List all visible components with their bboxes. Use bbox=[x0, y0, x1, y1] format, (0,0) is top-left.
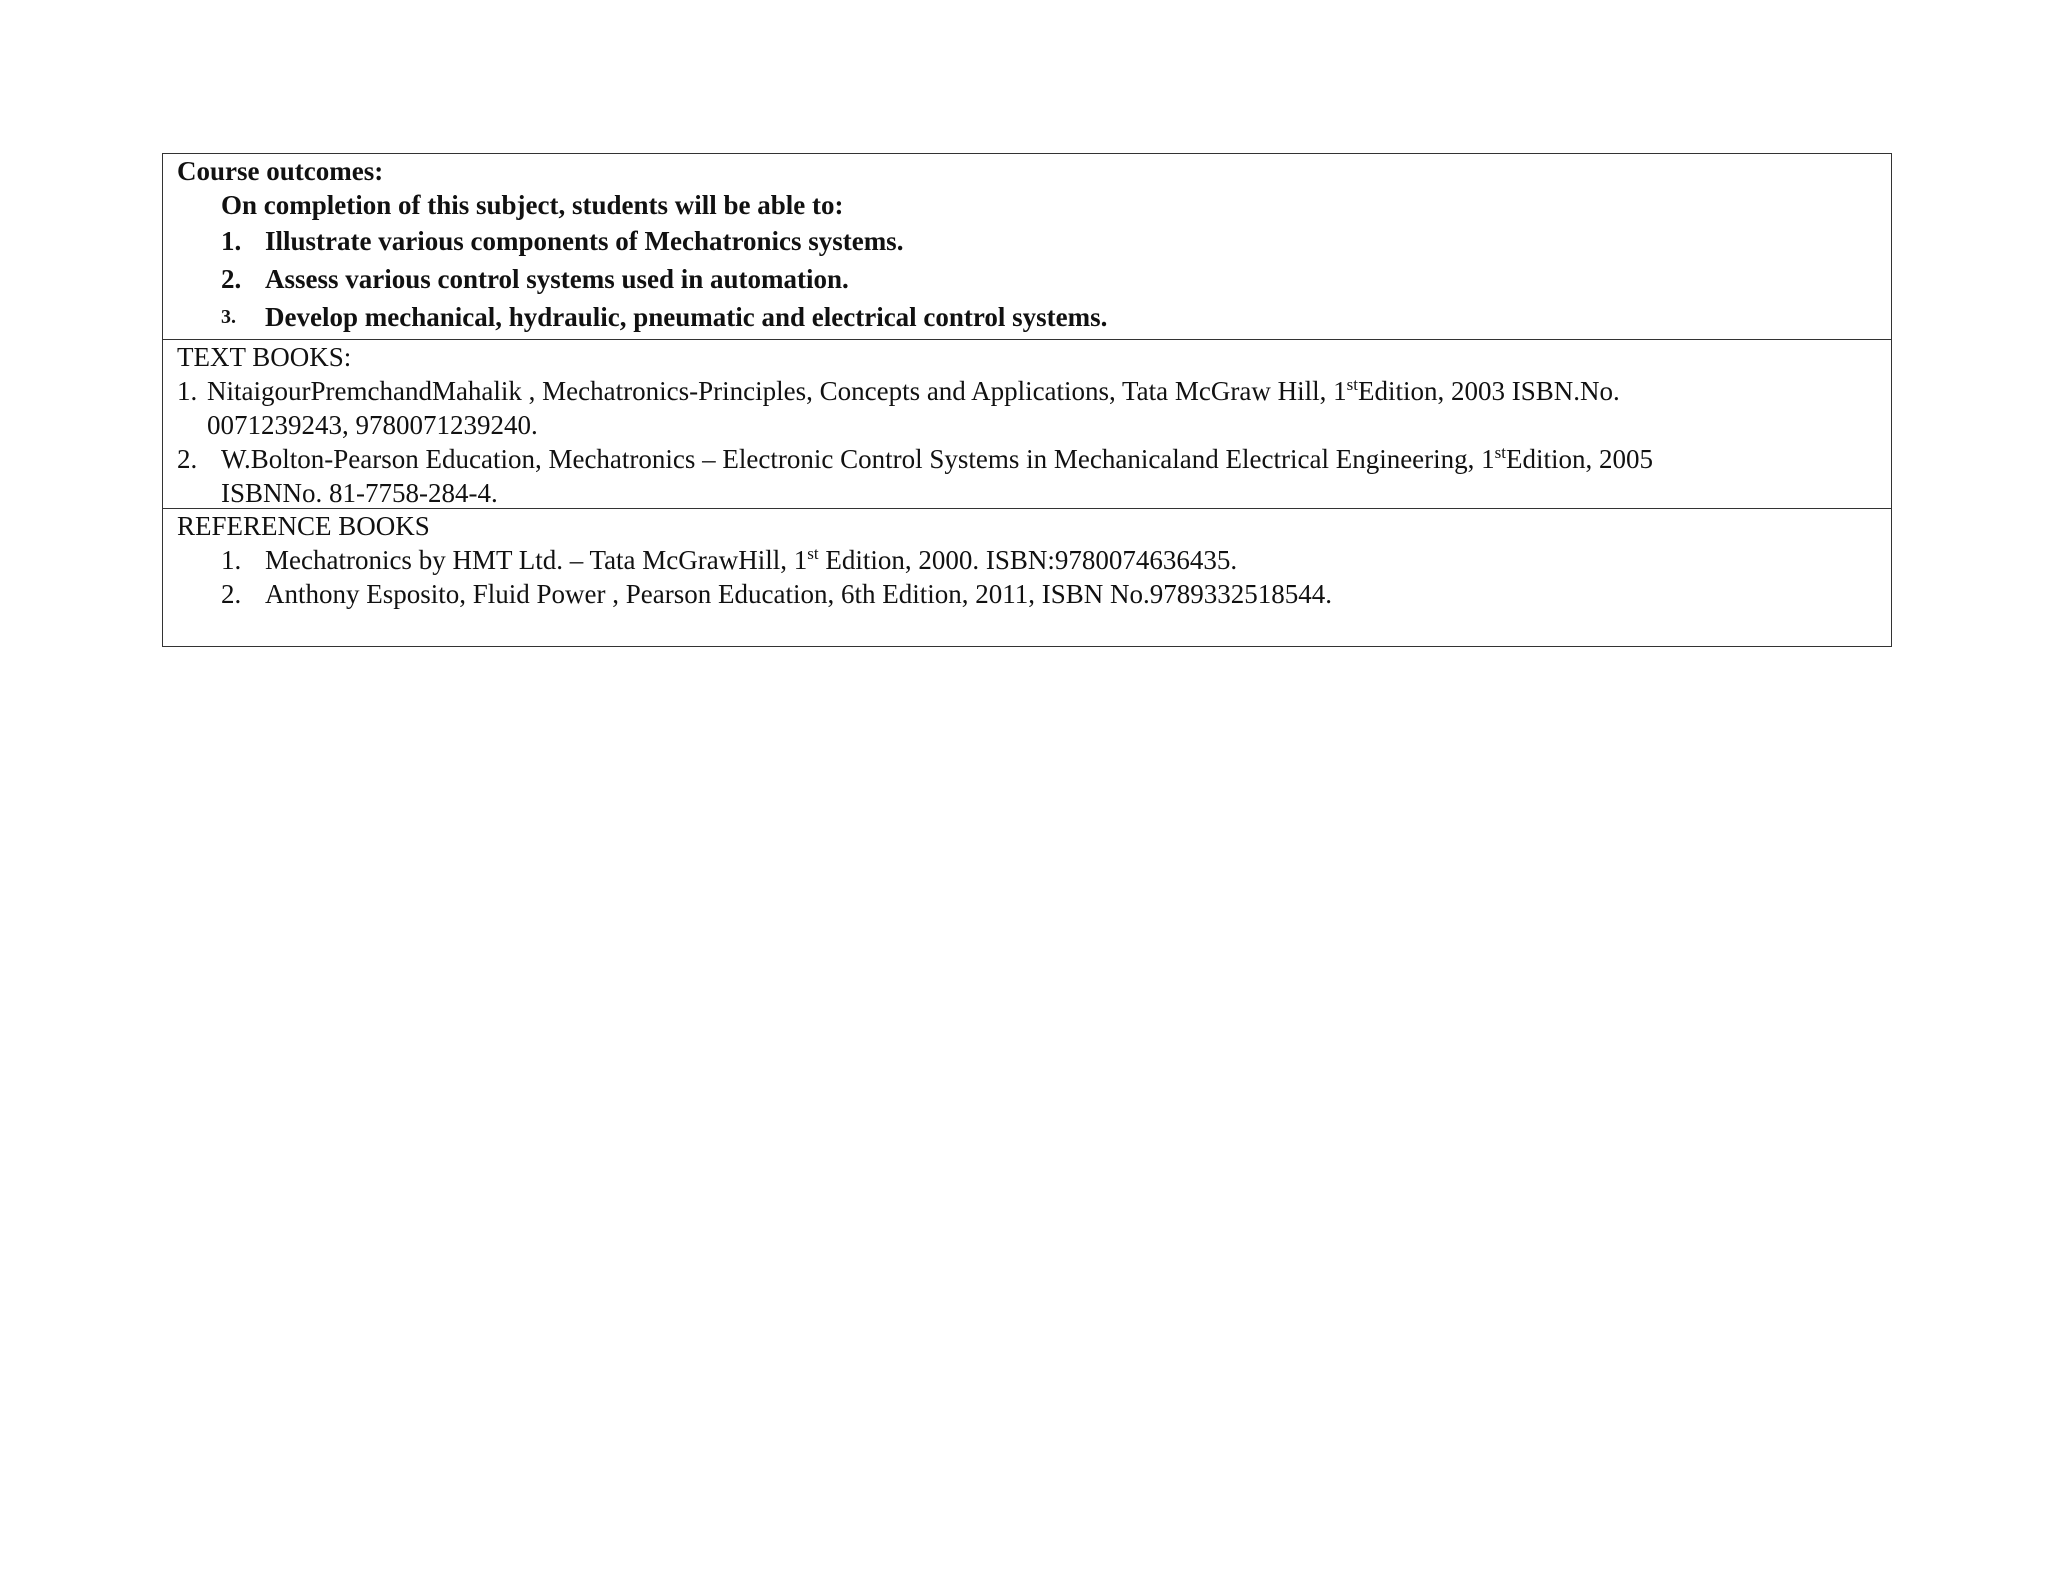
reference-books-heading: REFERENCE BOOKS bbox=[177, 511, 430, 541]
course-outcomes-heading: Course outcomes: bbox=[177, 156, 384, 186]
text-book-text: Edition, 2003 ISBN.No. bbox=[1357, 376, 1620, 406]
course-outcome-item bbox=[177, 260, 1877, 298]
text-book-continuation: ISBNNo. 81-7758-284-4. bbox=[221, 478, 498, 508]
list-number: 1. bbox=[177, 376, 198, 406]
text-book-line bbox=[221, 442, 1653, 476]
superscript: st bbox=[807, 544, 819, 563]
course-outcome-text: Assess various control systems used in automation. bbox=[265, 264, 849, 294]
syllabus-table bbox=[162, 153, 1892, 647]
list-number: 2. bbox=[221, 264, 242, 294]
reference-book-text: Anthony Esposito, Fluid Power , Pearson Education, 6th Edition, 2011, ISBN No.9789332518544. bbox=[265, 579, 1332, 609]
list-number: 2. bbox=[221, 579, 242, 609]
superscript: st bbox=[1494, 443, 1506, 462]
superscript: st bbox=[1346, 375, 1358, 394]
reference-book-text: Mechatronics by HMT Ltd. – Tata McGrawHill, 1 bbox=[265, 545, 808, 575]
text-book-text: NitaigourPremchandMahalik , Mechatronics-Principles, Concepts and Applications, Tata McGraw Hill, 1 bbox=[207, 376, 1347, 406]
list-number: 1. bbox=[221, 545, 242, 575]
text-book-continuation: 0071239243, 9780071239240. bbox=[207, 410, 538, 440]
list-number: 1. bbox=[221, 226, 242, 256]
text-books-section bbox=[163, 339, 1891, 508]
course-outcomes-section bbox=[163, 154, 1891, 339]
course-outcome-item bbox=[177, 222, 1877, 260]
reference-book-item bbox=[177, 543, 1877, 577]
course-outcomes-intro: On completion of this subject, students will be able to: bbox=[221, 190, 844, 220]
course-outcome-item bbox=[177, 298, 1877, 336]
reference-books-section bbox=[163, 508, 1891, 646]
list-number: 2. bbox=[177, 444, 198, 474]
reference-book-text: Edition, 2000. ISBN:9780074636435. bbox=[818, 545, 1238, 575]
course-outcome-text: Illustrate various components of Mechatronics systems. bbox=[265, 226, 904, 256]
text-books-heading: TEXT BOOKS: bbox=[177, 342, 352, 372]
reference-book-item bbox=[177, 577, 1877, 611]
list-number: 3. bbox=[221, 306, 236, 328]
text-book-item bbox=[177, 374, 1877, 442]
text-book-item bbox=[177, 442, 1877, 510]
text-book-text: W.Bolton-Pearson Education, Mechatronics – Electronic Control Systems in Mechanicaland Electrical Engineering, 1 bbox=[221, 444, 1495, 474]
text-book-line bbox=[207, 374, 1620, 408]
course-outcome-text: Develop mechanical, hydraulic, pneumatic and electrical control systems. bbox=[265, 302, 1108, 332]
text-book-text: Edition, 2005 bbox=[1506, 444, 1653, 474]
